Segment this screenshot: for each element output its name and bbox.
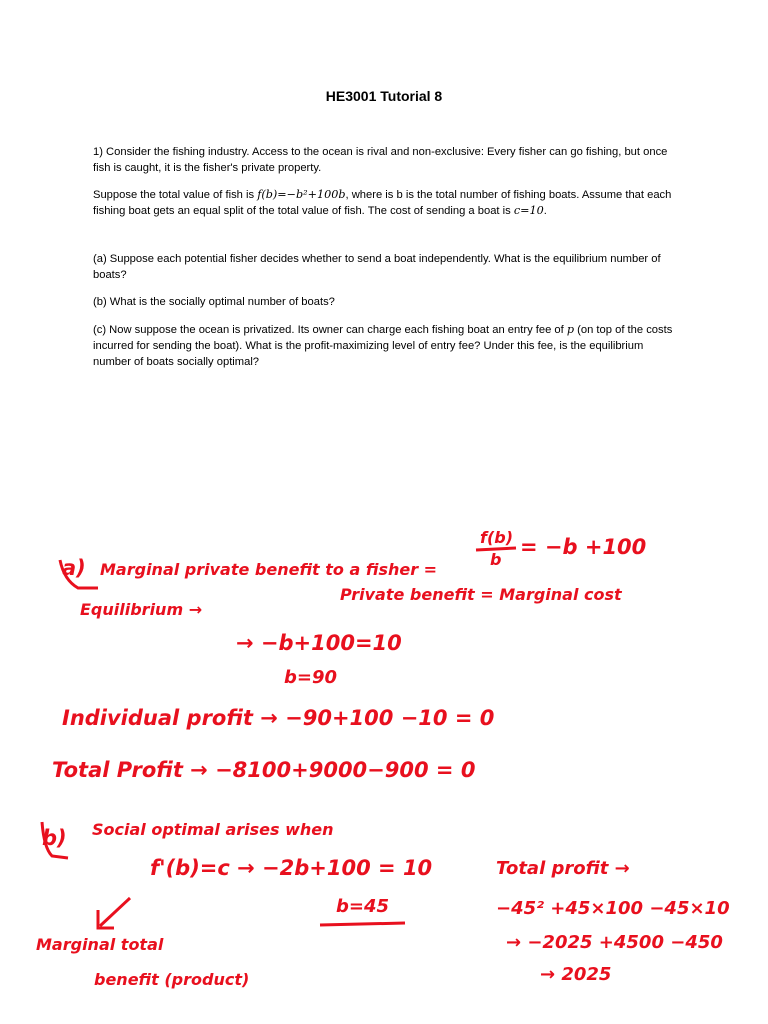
page-title: HE3001 Tutorial 8 (325, 88, 443, 104)
setup-text-after: , where is b is the total number of fishing boats. Assume that each fishing boat gets an equal split of the total value of fish. The cost of sending a boat is (93, 189, 672, 217)
setup-text-before: Suppose the total value of fish is (93, 189, 258, 201)
part-c-text-after: (on top of the costs incurred for sending the boat). What is the profit-maximizing level of entry fee? Under this fee, is the equilibrium number of boats socially optimal? (93, 324, 673, 368)
hw-private-equals-marginal: Private benefit = Marginal cost (340, 585, 622, 604)
b45-underline (320, 923, 405, 925)
setup-cost: c=10 (513, 204, 544, 217)
hw-fraction-denominator: b (490, 550, 502, 569)
hw-fprime-equation: f'(b)=c → −2b+100 = 10 (150, 856, 433, 880)
hw-equilibrium-equation: → −b+100=10 (236, 631, 402, 655)
hw-marginal-rhs: = −b +100 (520, 535, 647, 559)
hw-b-equals-90: b=90 (284, 667, 338, 688)
hw-label-b: b) (42, 826, 67, 850)
hw-benefit-product: benefit (product) (94, 970, 250, 989)
hw-total-profit-b: Total profit → (496, 858, 630, 879)
hw-social-optimal: Social optimal arises when (92, 820, 334, 839)
hw-total-profit-line-3: → 2025 (540, 964, 612, 985)
arrow-shaft (100, 898, 130, 926)
part-c-variable: p (566, 323, 575, 336)
part-c-text-before: (c) Now suppose the ocean is privatized. Its owner can charge each fishing boat an entry fee of (93, 324, 567, 336)
hw-equilibrium: Equilibrium → (80, 600, 203, 619)
hw-total-profit-a: Total Profit → −8100+9000−900 = 0 (52, 758, 476, 782)
hw-total-profit-line-1: −45² +45×100 −45×10 (496, 898, 730, 919)
hw-fraction-numerator: f(b) (480, 528, 514, 547)
setup-end: . (543, 205, 547, 217)
hw-label-a: a) (62, 556, 86, 580)
hw-marginal-private-benefit: Marginal private benefit to a fisher = (100, 560, 438, 579)
question-intro: 1) Consider the fishing industry. Access to the ocean is rival and non-exclusive: Every fisher can go fishing, but once fish is caught, it is the fisher's private property. (93, 146, 668, 174)
hw-b-equals-45: b=45 (336, 896, 390, 917)
hw-individual-profit: Individual profit → −90+100 −10 = 0 (62, 706, 495, 730)
setup-formula: f(b)=−b²+100b (257, 188, 346, 201)
hw-total-profit-line-2: → −2025 +4500 −450 (506, 932, 723, 953)
question-part-a: (a) Suppose each potential fisher decides whether to send a boat independently. What is the equilibrium number of boats? (93, 253, 661, 281)
hw-marginal-total: Marginal total (36, 935, 164, 954)
question-part-b: (b) What is the socially optimal number of boats? (93, 296, 335, 308)
